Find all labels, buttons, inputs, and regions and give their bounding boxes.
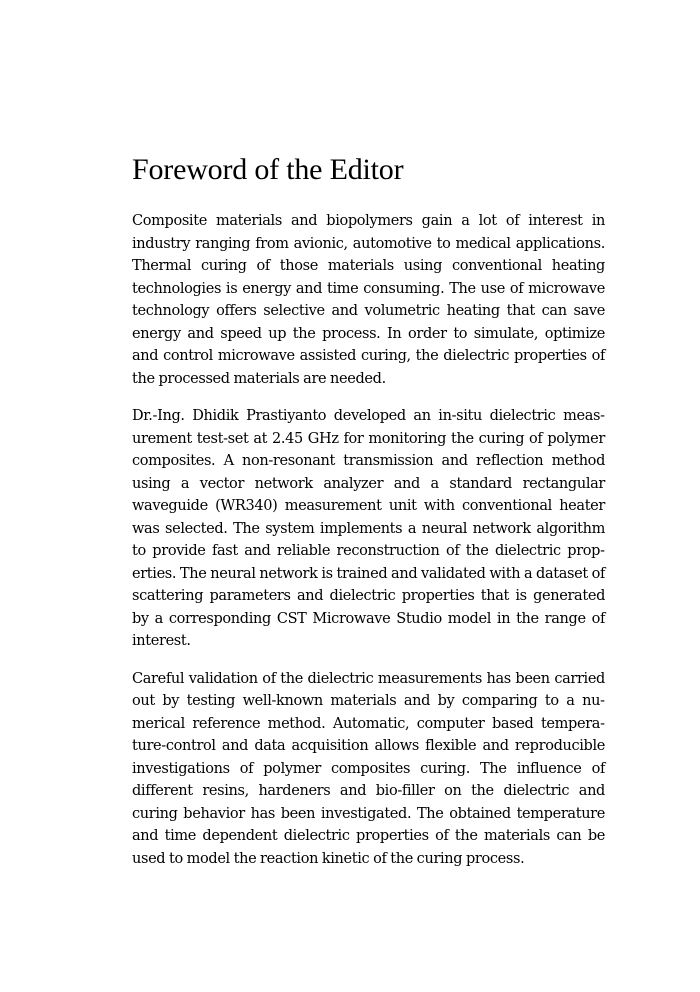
page-content xyxy=(132,150,605,870)
paragraph-test-set: Dr.-Ing. Dhidik Prastiyanto developed an in-situ dielectric measurement test-set at 2.45 GHz for monitoring the curing of polymer composites. A non-resonant transmission and reflection method using a vector network analyzer and a standard rectangular waveguide (WR340) measurement unit with conventional heater was selected. The system implements a neural network algorithm to provide fast and reliable reconstruction of the dielectric properties. The neural network is trained and validated with a dataset of scattering parameters and dielectric properties that is generated by a corresponding CST Microwave Studio model in the range of interest. xyxy=(132,408,605,649)
page-title: Foreword of the Editor xyxy=(132,153,404,186)
paragraph-intro: Composite materials and biopolymers gain a lot of interest in industry ranging from avionic, automotive to medical applications. Thermal curing of those materials using conventional heating technologies is energy and time consuming. The use of microwave technology offers selective and volumetric heating that can save energy and speed up the process. In order to simulate, optimize and control microwave assisted curing, the dielectric properties of the processed materials are needed. xyxy=(132,213,605,387)
paragraph-validation: Careful validation of the dielectric measurements has been carried out by testing well-known materials and by comparing to a numerical reference method. Automatic, computer based temperature-control and data acquisition allows flexible and reproducible investigations of polymer composites curing. The influence of different resins, hardeners and bio-filler on the dielectric and curing behavior has been investigated. The obtained temperature and time dependent dielectric properties of the materials can be used to model the reaction kinetic of the curing process. xyxy=(132,670,605,867)
